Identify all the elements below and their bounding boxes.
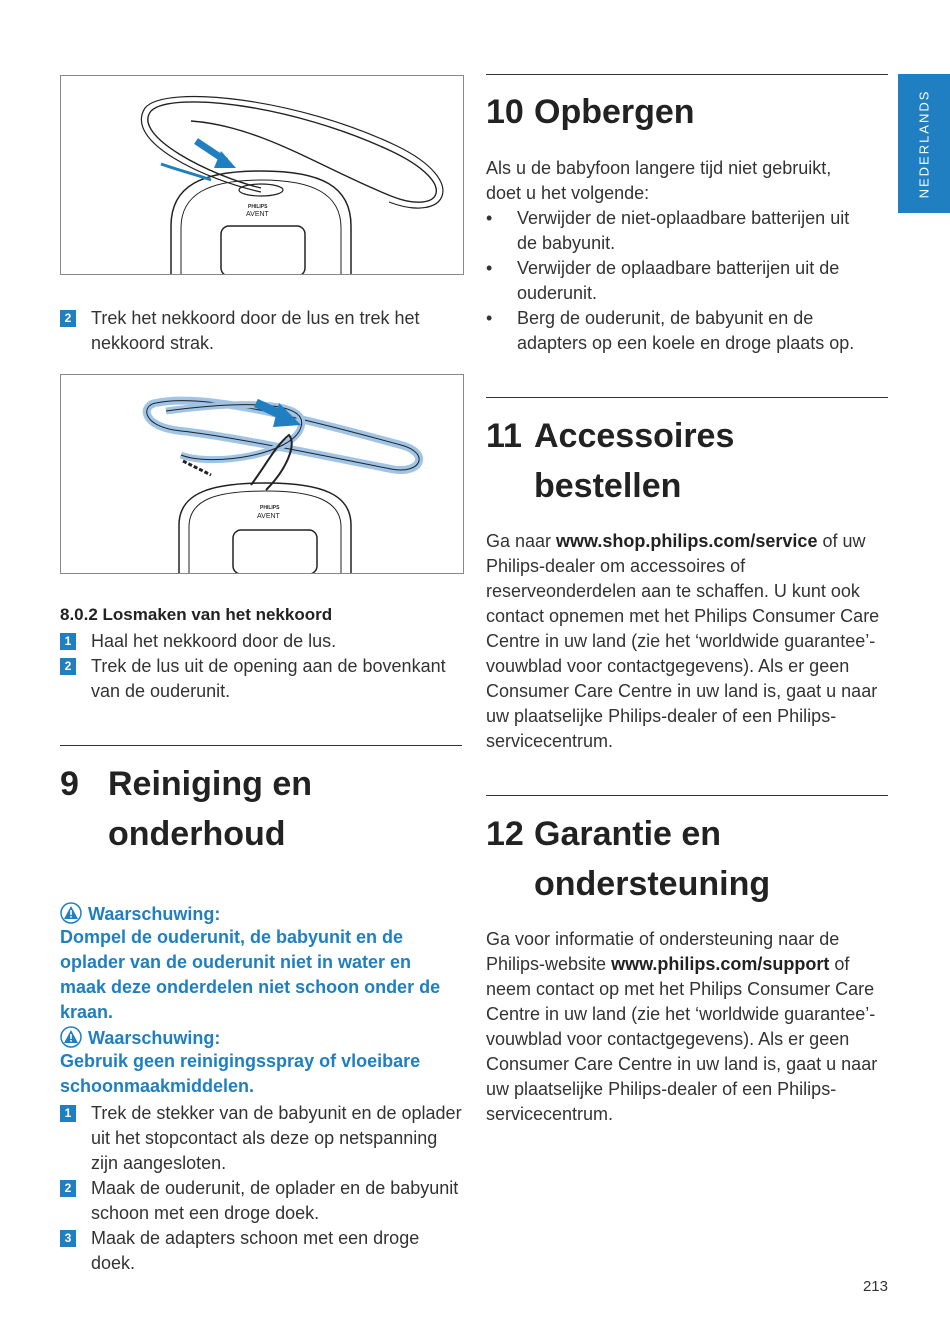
- section9-number: 9: [60, 765, 79, 803]
- section10-body: [486, 156, 866, 356]
- section9-title-line2: onderhoud: [108, 815, 286, 853]
- warning-text: Gebruik geen reinigingsspray of vloeibare schoonmaakmiddelen.: [60, 1051, 421, 1096]
- list-item: • Verwijder de niet-oplaadbare batterijen uit de babyunit.: [486, 206, 866, 256]
- support-link[interactable]: www.philips.com/support: [611, 954, 830, 974]
- warning-title: [60, 902, 462, 925]
- warning-text: Dompel de ouderunit, de babyunit en de oplader van de ouderunit niet in water en maak deze onderdelen niet schoon onder de kraan.: [60, 927, 441, 1022]
- section10-intro: Als u de babyfoon langere tijd niet gebruikt, doet u het volgende:: [486, 158, 832, 203]
- warning-block-2: [60, 1026, 462, 1099]
- warning-icon: [60, 902, 82, 924]
- section12-divider: [486, 795, 888, 796]
- section10-bullets: [486, 206, 866, 356]
- warning-block-1: [60, 902, 462, 1025]
- step-number: 2: [60, 658, 76, 675]
- warning-title: [60, 1026, 462, 1049]
- figure1-brand-top: PHILIPS: [248, 204, 268, 210]
- section12-body: [486, 927, 888, 1127]
- shop-link[interactable]: www.shop.philips.com/service: [556, 531, 818, 551]
- section12-heading: [486, 809, 888, 909]
- step-number: 2: [60, 1180, 76, 1197]
- figure1-brand-bottom: AVENT: [246, 211, 269, 218]
- section11-number: 11: [486, 417, 522, 455]
- cleaning-step-3: [60, 1226, 462, 1276]
- list-item: • Verwijder de oplaadbare batterijen uit de ouderunit.: [486, 256, 866, 306]
- section9-title-line1: Reiniging en: [108, 765, 312, 803]
- neck-cord-loosen-drawing: [61, 375, 463, 573]
- subsection-step-2: [60, 654, 462, 704]
- language-tab-label: NEDERLANDS: [916, 89, 932, 198]
- list-item: • Berg de ouderunit, de babyunit en de adapters op een koele en droge plaats op.: [486, 306, 866, 356]
- subsection-title: 8.0.2 Losmaken van het nekkoord: [60, 605, 333, 624]
- illustration-neck-cord-threading: [60, 75, 464, 275]
- section9-divider: [60, 745, 462, 746]
- warning-icon: [60, 1026, 82, 1048]
- step-number: 2: [60, 310, 76, 327]
- section10-title: Opbergen: [534, 93, 695, 131]
- section11-divider: [486, 397, 888, 398]
- step-text: Trek de stekker van de babyunit en de oplader uit het stopcontact als deze op netspanning zijn aangesloten.: [91, 1103, 462, 1173]
- figure2-brand-top: PHILIPS: [260, 505, 280, 511]
- step-text: Maak de adapters schoon met een droge doek.: [91, 1228, 420, 1273]
- step-text: Haal het nekkoord door de lus.: [91, 631, 337, 651]
- section12-text-post: of neem contact op met het Philips Consumer Care Centre in uw land (zie het ‘worldwide guarantee’-vouwblad voor contactgegevens). Als er geen Consumer Care Centre in uw land is, gaat u naar uw plaatselijke Philips-dealer of een Philips-servicecentrum.: [486, 954, 878, 1124]
- language-tab: [898, 74, 950, 213]
- step-number: 1: [60, 633, 76, 650]
- step-text: Maak de ouderunit, de oplader en de babyunit schoon met een droge doek.: [91, 1178, 459, 1223]
- section11-title-line2: bestellen: [534, 467, 682, 505]
- illustration-neck-cord-loosening: [60, 374, 464, 574]
- section12-number: 12: [486, 815, 524, 853]
- figure2-brand-bottom: AVENT: [257, 513, 280, 520]
- warning-title-text: Waarschuwing:: [88, 904, 221, 924]
- cleaning-step-2: [60, 1176, 462, 1226]
- section12-title-line1: Garantie en: [534, 815, 722, 853]
- section11-body: [486, 529, 888, 754]
- section10-divider: [486, 74, 888, 75]
- section12-title-line2: ondersteuning: [534, 865, 771, 903]
- step-number: 1: [60, 1105, 76, 1122]
- section11-heading: [486, 411, 888, 511]
- neck-cord-drawing: [61, 76, 463, 274]
- section9-heading: [60, 759, 462, 859]
- step-text: Trek de lus uit de opening aan de bovenkant van de ouderunit.: [91, 656, 446, 701]
- section10-number: 10: [486, 93, 524, 131]
- section11-title-line1: Accessoires: [534, 417, 735, 455]
- section10-heading: [486, 87, 888, 137]
- cleaning-step-1: [60, 1101, 462, 1176]
- step-text: Trek het nekkoord door de lus en trek het nekkoord strak.: [91, 308, 420, 353]
- warning-title-text: Waarschuwing:: [88, 1028, 221, 1048]
- step-pull-cord: [60, 306, 462, 356]
- section12-text-pre: Ga voor informatie of ondersteuning naar de Philips-website: [486, 929, 840, 974]
- page-number: 213: [862, 1278, 888, 1295]
- subsection-step-1: [60, 629, 462, 654]
- section11-text-pre: Ga naar: [486, 531, 557, 551]
- step-number: 3: [60, 1230, 76, 1247]
- section11-text-post: of uw Philips-dealer om accessoires of reserveonderdelen aan te schaffen. U kunt ook contact opnemen met het Philips Consumer Care Centre in uw land (zie het ‘worldwide guarantee’-vouwblad voor contactgegevens). Als er geen Consumer Care Centre in uw land is, gaat u naar uw plaatselijke Philips-dealer of een Philips-servicecentrum.: [486, 531, 880, 751]
